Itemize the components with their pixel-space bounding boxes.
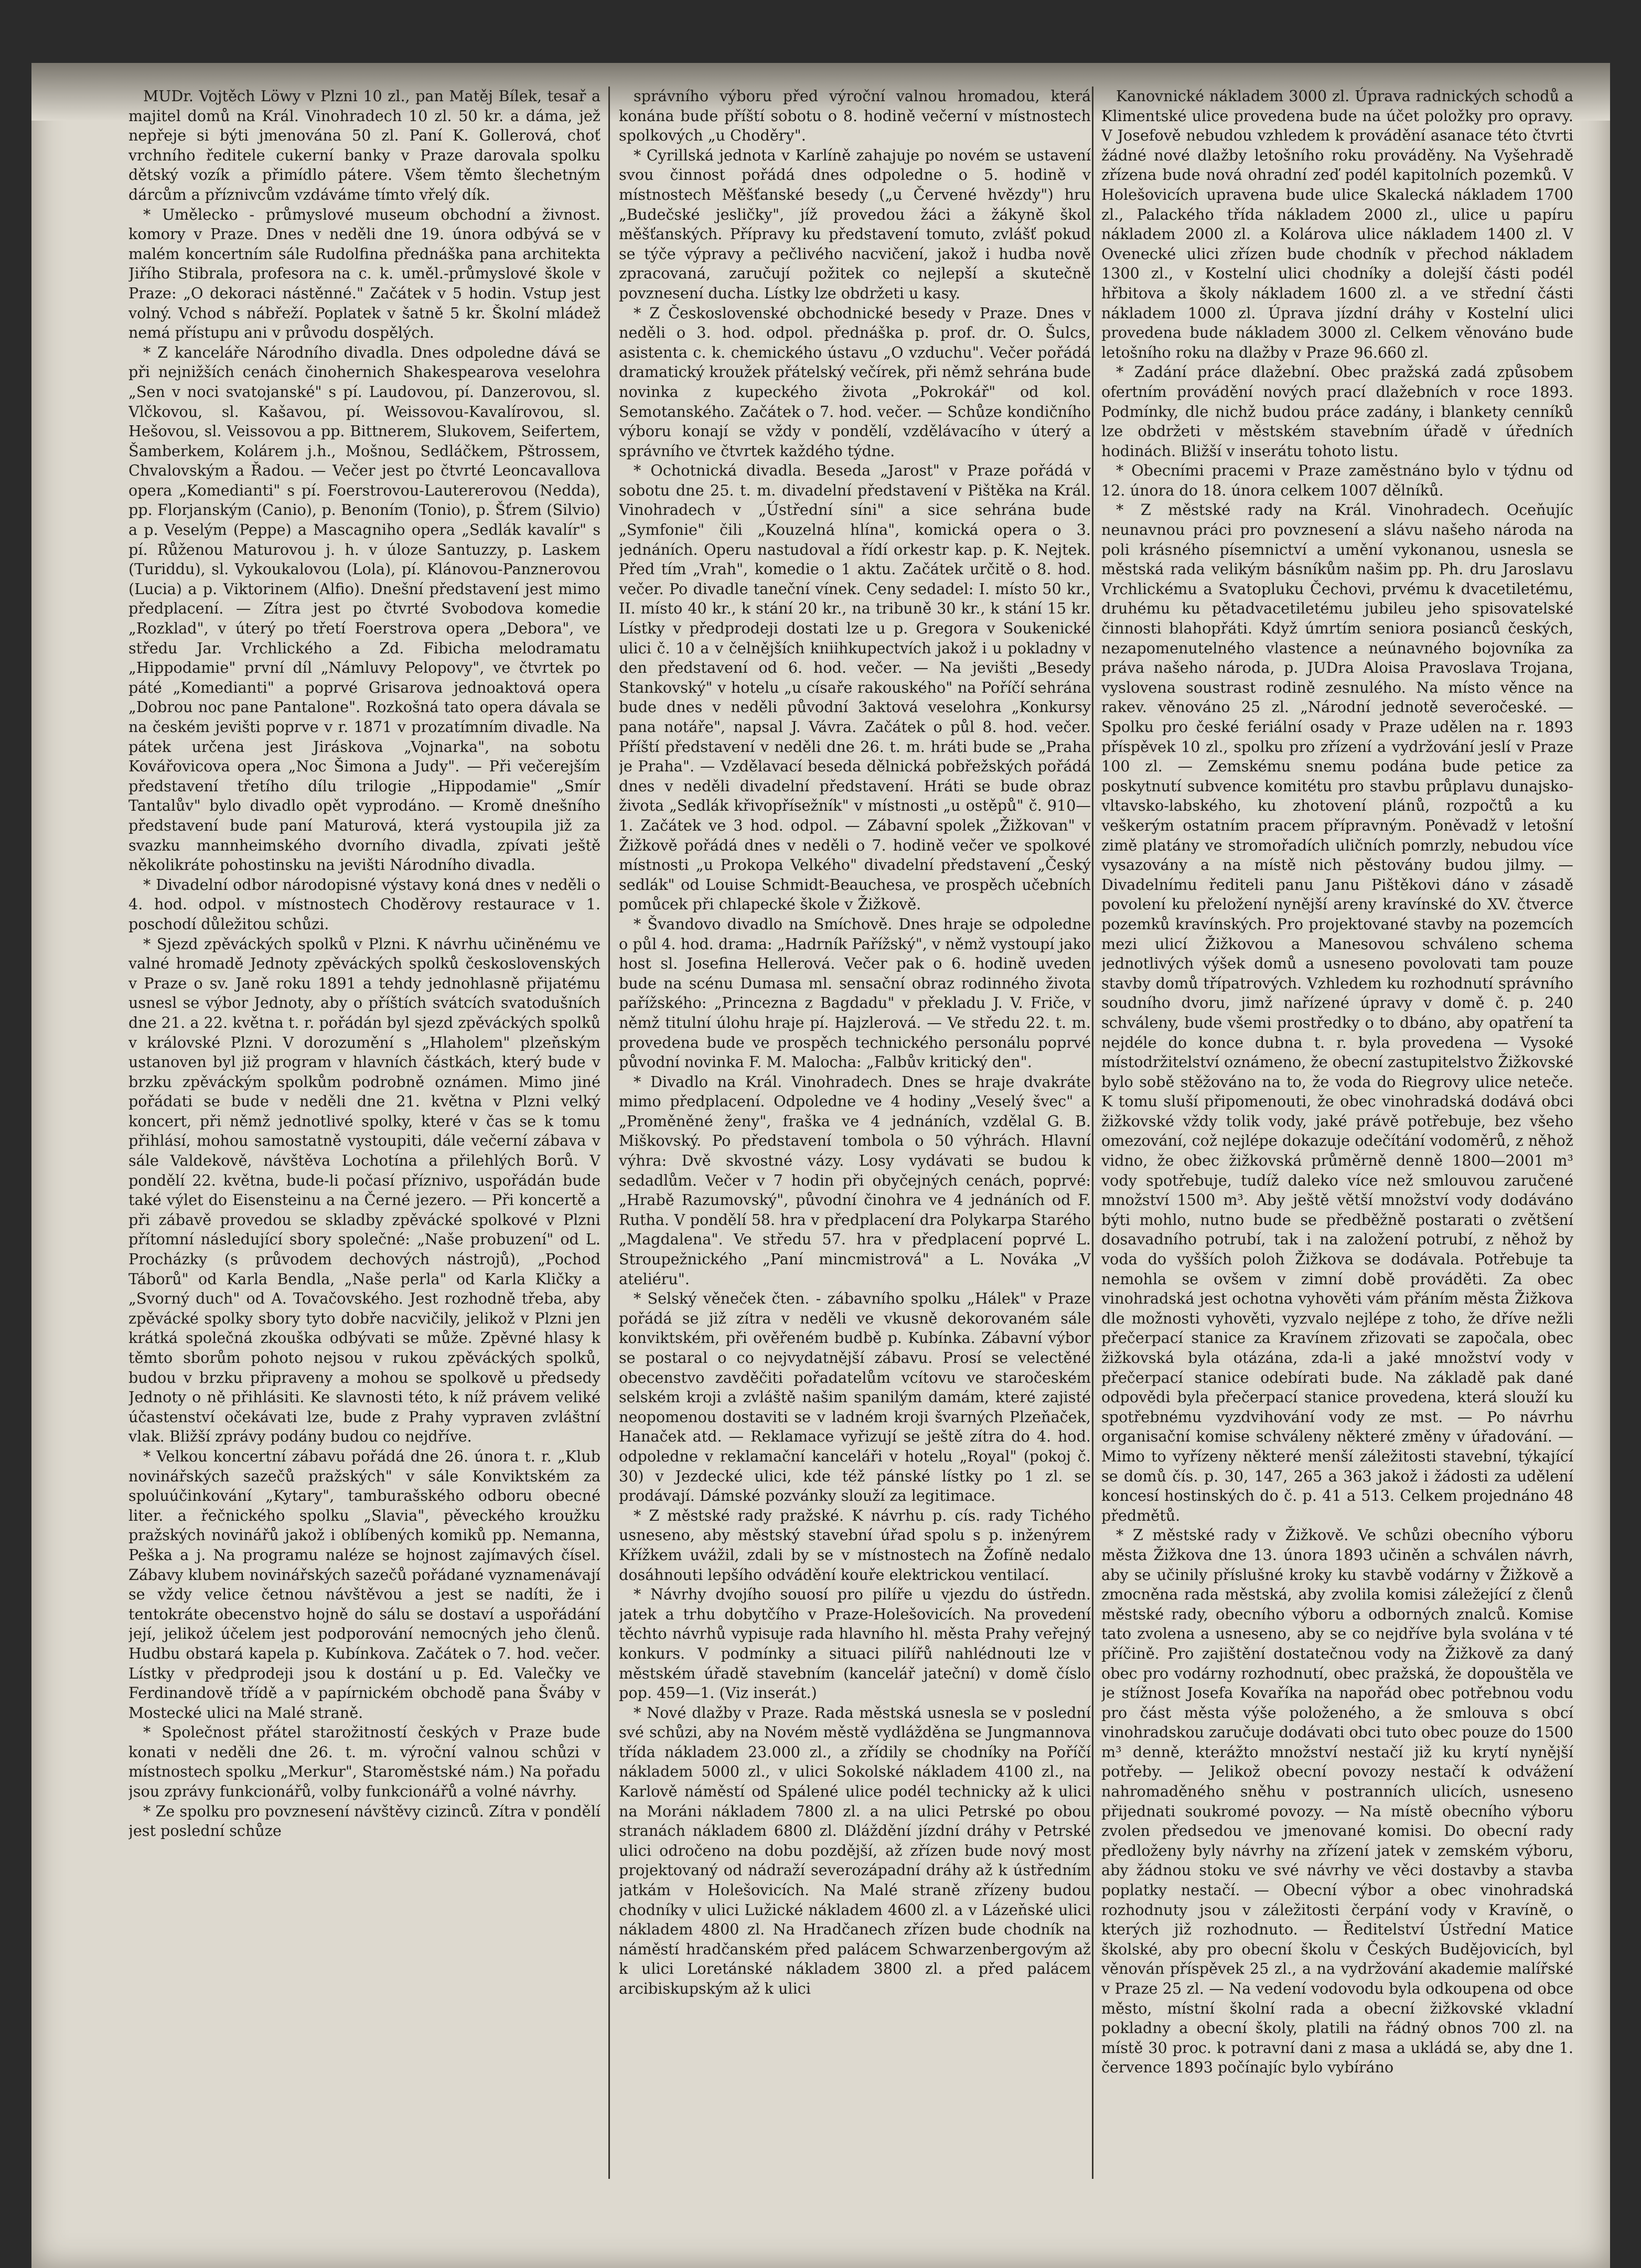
column-rule (1092, 87, 1093, 2179)
paragraph: * Návrhy dvojího souosí pro pilíře u vjezdu do ústředn. jatek a trhu dobytčího v Praze-Holešovicích. Na provedení těchto návrhů vypisuje rada hlavního hl. města Prahy veřejný konkurs. V podmínky a situaci pilířů nahlédnouti lze v městském úřadě stavebním (kancelář jateční) v domě číslo pop. 459—1. (Viz inserát.) (619, 1585, 1091, 1702)
paragraph: MUDr. Vojtěch Löwy v Plzni 10 zl., pan Matěj Bílek, tesař a majitel domů na Král. Vinohradech 10 zl. 50 kr. a dáma, jež nepřeje si býti jmenována 50 zl. Paní K. Gollerová, choť vrchního ředitele cukerní banky v Praze darovala spolku dětský vozík a přimídlo pátere. Všem těmto šlechetným dárcům a příznivcům vzdáváme tímto vřelý dík. (128, 87, 600, 203)
paragraph: * Divadlo na Král. Vinohradech. Dnes se hraje dvakráte mimo předplacení. Odpoledne ve 4 hodiny „Veselý švec" a „Proměněné ženy", fraška ve 4 jednáních, vzdělal G. B. Miškovský. Po představení tombola o 50 výhrách. Hlavní výhra: Dvě skvostné vázy. Losy vydávati se budou k sedadlům. Večer v 7 hodin při obyčejných cenách, poprvé: „Hrabě Razumovský", původní činohra ve 4 jednáních od F. Rutha. V pondělí 58. hra v předplacení dra Polykarpa Starého „Magdalena". Ve středu 57. hra v předplacení poprvé L. Stroupežnického „Paní mincmistrová" a L. Nováka „V ateliéru". (619, 1072, 1091, 1288)
paragraph: * Ze spolku pro povznesení návštěvy cizinců. Zítra v pondělí jest poslední schůze (128, 1802, 600, 1840)
paragraph: * Cyrillská jednota v Karlíně zahajuje po novém se ustavení svou činnost pořádá dnes odpoledne o 5. hodině v místnostech Měšťanské besedy („u Červené hvězdy") hru „Budečské jesličky", jíž provedou žáci a žákyně škol měšťanských. Přípravy ku představení tomuto, zvlášť pokud se týče výpravy a pečlivého nacvičení, jakož i hudba nově zpracovaná, zaručují požitek co nejlepší a skutečně povznesení ducha. Lístky lze obdržeti u kasy. (619, 146, 1091, 302)
paragraph: * Z městské rady pražské. K návrhu p. cís. rady Tichého usneseno, aby městský stavební úřad spolu s p. inženýrem Křížkem uvážil, zdali by se v místnostech na Žofíně nedalo dosáhnouti lepšího odvádění kouře elektrickou ventilací. (619, 1506, 1091, 1584)
paragraph: Kanovnické nákladem 3000 zl. Úprava radnických schodů a Klimentské ulice provedena bude na účet položky pro opravy. V Josefově nebudou vzhledem k provádění asanace této čtvrti žádné nové dlažby letošního roku prováděny. Na Vyšehradě zřízena bude nová ohradní zeď podél kapitolních pozemků. V Holešovicích upravena bude ulice Skalecká nákladem 1700 zl., Palackého třída nákladem 2000 zl., ulice u papíru nákladem 2000 zl. a Kolárova ulice nákladem 1400 zl. V Ovenecké ulici zřízen bude chodník v přechod nákladem 1300 zl., v Kostelní ulici chodníky a dolejší části podél hřbitova a školy nákladem 1600 zl. a ve střední části nákladem 1000 zl. Úprava jízdní dráhy v Kostelní ulici provedena bude nákladem 3000 zl. Celkem věnováno bude letošního roku na dlažby v Praze 96.660 zl. (1101, 87, 1573, 361)
paragraph: * Švandovo divadlo na Smíchově. Dnes hraje se odpoledne o půl 4. hod. drama: „Hadrník Pařížský", v němž vystoupí jako host sl. Josefina Hellerová. Večer pak o 6. hodině uveden bude na scénu Dumasa ml. sensační obraz rodinného života pařížského: „Princezna z Bagdadu" v překladu J. V. Friče, v němž titulní úlohu hraje pí. Hajzlerová. — Ve středu 22. t. m. provedena bude ve prospěch technického personálu poprvé původní novinka F. M. Malocha: „Falbův kritický den". (619, 915, 1091, 1071)
paragraph: * Sjezd zpěváckých spolků v Plzni. K návrhu učiněnému ve valné hromadě Jednoty zpěváckých spolků československých v Praze o sv. Janě roku 1891 a tehdy jednohlasně přijatému usnesl se výbor Jednoty, aby o příštích svátcích svatodušních dne 21. a 22. května t. r. pořádán byl sjezd zpěváckých spolků v královské Plzni. V dorozumění s „Hlaholem" plzeňským ustanoven byl již program v hlavních částkách, který bude v brzku zpěváckým spolkům podrobně oznámen. Mimo jiné pořádati se bude v neděli dne 21. května v Plzni velký koncert, při němž jednotlivé spolky, které v čas se k tomu přihlásí, mohou samostatně vystoupiti, dále večerní zábava v sále Valdekově, návštěva Lochotína a přilehlých Borů. V pondělí 22. května, bude-li počasí příznivo, uspořádán bude také výlet do Eisensteinu a na Černé jezero. — Při koncertě a při zábavě provedou se skladby zpěvácké spolkové v Plzni přítomní následující sbory společné: „Naše probuzení" od L. Procházky (s průvodem dechových nástrojů), „Pochod Táborů" od Karla Bendla, „Naše perla" od Karla Kličky a „Svorný duch" od A. Tovačovského. Jest rozhodně třeba, aby zpěvácké spolky sbory tyto dobře nacvičily, jelikož v Plzni jen krátká společná zkouška odbývati se může. Zpěvné hlasy k těmto sborům pohoto nejsou v rukou zpěváckých spolků, budou v brzku připraveny a mohou se spolkově u předsedy Jednoty o ně přihlásiti. Ke slavnosti této, k níž právem veliké účastenství očekávati lze, bude z Prahy vypraven zvláštní vlak. Bližší zprávy podány budou co nejdříve. (128, 934, 600, 1446)
paragraph: * Z Československé obchodnické besedy v Praze. Dnes v neděli o 3. hod. odpol. přednáška p. prof. dr. O. Šulcs, asistenta c. k. chemického ústavu „O vzduchu". Večer pořádá dramatický kroužek přátelský večírek, při němž sehrána bude novinka z kupeckého života „Pokrokář" od kol. Semotanského. Začátek o 7. hod. večer. — Schůze kondičního výboru konají se vždy v pondělí, vzdělávacího v úterý a správního ve čtvrtek každého týdne. (619, 304, 1091, 460)
column-3 (1101, 87, 1573, 2179)
column-rule (608, 87, 610, 2179)
paragraph: * Společnost přátel starožitností českých v Praze bude konati v neděli dne 26. t. m. výroční valnou schůzi v místnostech spolku „Merkur", Staroměstské nám.) Na pořadu jsou zprávy funkcionářů, volby funkcionářů a volné návrhy. (128, 1723, 600, 1801)
paragraph: * Divadelní odbor národopisné výstavy koná dnes v neděli o 4. hod. odpol. v místnostech Choděrovy restaurace v 1. poschodí důležitou schůzi. (128, 875, 600, 933)
paragraph: * Zadání práce dlažební. Obec pražská zadá způsobem ofertním provádění nových prací dlažebních v roce 1893. Podmínky, dle nichž budou práce zadány, i blankety cenníků lze obdržeti v městském stavebním úřadě v úředních hodinách. Bližší v inserátu tohoto listu. (1101, 363, 1573, 460)
paragraph: * Obecními pracemi v Praze zaměstnáno bylo v týdnu od 12. února do 18. února celkem 1007 dělníků. (1101, 461, 1573, 499)
paragraph: * Z městské rady na Král. Vinohradech. Oceňujíc neunavnou práci pro povznesení a slávu našeho národa na poli krásného písemnictví a umění vykonanou, usnesla se městská rada velikým básníkům našim pp. Ph. dru Jaroslavu Vrchlickému a Svatopluku Čechovi, prvému k dvacetiletému, druhému ku pětadvacetiletému jubileu jeho spisovatelské činnosti blahopřáti. Když úmrtím seniora posianců českých, nezapomenutelného vlastence a neúnavného bojovníka za práva našeho národa, p. JUDra Aloisa Pravoslava Trojana, vyslovena soustrast rodině zesnulého. Na místo věnce na rakev. věnováno 25 zl. „Národní jednotě severočeské. — Spolku pro české feriální osady v Praze udělen na r. 1893 příspěvek 10 zl., spolku pro zřízení a vydržování jeslí v Praze 100 zl. — Zemskému snemu podána bude petice za poskytnutí subvence komitétu pro stavbu průplavu dunajsko-vltavsko-labského, ku zhotovení plánů, rozpočtů a ku veškerým ostatním pracem přípravným. Poněvadž v letošní zimě platány ve stromořadích uličních pomrzly, nebudou více vysazovány a na místě nich pěstovány budou jilmy. — Divadelnímu řediteli panu Janu Pištěkovi dáno v zásadě povolení ku přeložení nynější areny kravínské do XV. čtverce pozemků kravínských. Pro projektované stavby na pozemcích mezi ulicí Žižkovou a Manesovou schváleno schema jednotlivých výšek domů a usneseno povolovati tam pouze stavby domů třípatrových. Vzhledem ku rozhodnutí správního soudního dvoru, jimž nařízené úpravy v domě č. p. 240 schváleny, bude všemi prostředky o to dbáno, aby opatření ta nejdéle do konce dubna t. r. byla provedena — Vysoké místodržitelství oznámeno, že obecní zastupitelstvo Žižkovské bylo sobě stěžováno na to, že voda do Riegrovy ulice neteče. K tomu sluší připomenouti, že obec vinohradská dodává obci žižkovské vždy tolik vody, jaké právě potřebuje, bez všeho omezování, což nejlépe dokazuje odečítání vodoměrů, z něhož vidno, že obec žižkovská průměrně denně 1800—2001 m³ vody spotřebuje, tudíž daleko více než smlouvou zaručené množství 1500 m³. Aby ještě větší množství vody dodáváno býti mohlo, nutno bude se předběžně postarati o zvětšení dosavadního potrubí, tak i na založení potrubí, z něhož by voda do vyšších poloh Žižkova se dodávala. Potřebuje ta nemohla se ovšem v zimní době prováděti. Za obec vinohradská jest ochotna vyhověti vám přáním města Žižkova dle možnosti vyhověti, vyzvalo nejlépe z toho, že dříve nežli přečerpací stanice za Kravínem zřizovati se započala, obec žižkovská byla otázána, zda-li a jaké množství vody v přečerpací stanice odebírati bude. Na základě pak dané odpovědi byla přečerpací stanice provedena, která slouží ku spotřebnému vyzdvihování vody ze mst. — Po návrhu organisační komise schváleny některé změny v úřadování. — Mimo to vyřízeny některé menší záležitosti stavební, týkající se domů čís. p. 30, 147, 265 a 363 jakož i žádosti za udělení koncesí hostinských do č. p. 41 a 513. Celkem projednáno 48 předmětů. (1101, 501, 1573, 1524)
paragraph: * Z městské rady v Žižkově. Ve schůzi obecního výboru města Žižkova dne 13. února 1893 učiněn a schválen návrh, aby se učinily příslušné kroky ku stavbě vodárny v Žižkově a zmocněna rada městská, aby zvolila komisi záležející z členů městské rady, obecního výboru a odborných znalců. Komise tato zvolena a usneseno, aby se co nejdříve byla svolána v té příčině. Pro zajištění dostatečnou vody na Žižkově za daný obec pro vodárny rozhodnutí, obec pražská, že dopouštěla ve je stížnost Josefa Kovaříka na napořád obec potřebnou vodu pro část města výše položeného, a že smlouva s obcí vinohradskou zaručuje dodávati obci tuto obec pouze do 1500 m³ denně, kterážto množství nestačí již ku krytí nynější potřeby. — Jelikož obecní povozy nestačí k odvážení nahromaděného sněhu v postranních ulicích, usneseno přijednati soukromé povozy. — Na místě obecního výboru zvolen předsedou ve jmenované komisi. Do obecní rady předloženy byly návrhy na zřízení jatek v zemském výboru, aby žádnou stoku ve své návrhy ve věci dostavby a stavba poplatky nestačí. — Obecní výbor a obec vinohradská rozhodnuty jsou v záležitosti čerpání vody v Kravíně, o kterých již rozhodnuto. — Ředitelství Ústřední Matice školské, aby pro obecní školu v Českých Budějovicích, byl věnován příspěvek 25 zl., a na vydržování akademie malířské v Praze 25 zl. — Na vedení vodovodu byla odkoupena od obce město, místní školní rada a obecní žižkovské vkladní pokladny a obecní školy, platili na řádný obnos 700 zl. na místě 30 proc. k potravní dani z masa a ukládá se, aby dne 1. července 1893 počínajíc bylo vybíráno (1101, 1526, 1573, 2077)
column-2 (619, 87, 1091, 2179)
column-1 (128, 87, 600, 2179)
paragraph: * Nové dlažby v Praze. Rada městská usnesla se v poslední své schůzi, aby na Novém městě vydlážděna se Jungmannova třída nákladem 23.000 zl., a zřídily se chodníky na Poříčí nákladem 5000 zl., v ulici Sokolské nákladem 4100 zl., na Karlově náměstí od Spálené ulice podél technicky až k ulici na Moráni nákladem 7800 zl. a na ulici Petrské po obou stranách nákladem 6800 zl. Dláždění jízdní dráhy v Petrské ulici odročeno na dobu pozdější, až zřízen bude nový most projektovaný od nádraží severozápadní dráhy až k ústředním jatkám v Holešovicích. Na Malé straně zřízeny budou chodníky v ulici Lužické nákladem 4600 zl. a v Lázeňské ulici nákladem 4800 zl. Na Hradčanech zřízen bude chodník na náměstí hradčanském před palácem Schwarzenbergovým až k ulici Loretánské nákladem 3800 zl. a před palácem arcibiskupským až k ulici (619, 1703, 1091, 1997)
paragraph: správního výboru před výroční valnou hromadou, která konána bude příští sobotu o 8. hodině večerní v místnostech spolkových „u Choděry". (619, 87, 1091, 145)
paragraph: * Umělecko - průmyslové museum obchodní a živnost. komory v Praze. Dnes v neděli dne 19. února odbývá se v malém koncertním sále Rudolfina přednáška pana architekta Jiřího Stibrala, profesora na c. k. uměl.-průmyslové škole v Praze: „O dekoraci nástěnné." Začátek v 5 hodin. Vstup jest volný. Vchod s nábřeží. Poplatek v šatně 5 kr. Školní mládež nemá přístupu ani v průvodu dospělých. (128, 205, 600, 342)
paragraph: * Z kanceláře Národního divadla. Dnes odpoledne dává se při nejnižších cenách činohernich Shakespearova veselohra „Sen v noci svatojanské" s pí. Laudovou, pí. Danzerovou, sl. Vlčkovou, sl. Kašavou, pí. Weissovou-Kavalírovou, sl. Hešovou, sl. Veissovou a pp. Bittnerem, Slukovem, Seifertem, Šamberkem, Kolárem j.h., Mošnou, Sedláčkem, Pštrossem, Chvalovským a Řadou. — Večer jest po čtvrté Leoncavallova opera „Komedianti" s pí. Foerstrovou-Lautererovou (Nedda), pp. Florjanským (Canio), p. Benoním (Tonio), p. Šťrem (Silvio) a p. Veselým (Peppe) a Mascagniho opera „Sedlák kavalír" s pí. Růženou Maturovou j. h. v úloze Santuzzy, p. Laskem (Turiddu), sl. Vykoukalovou (Lola), pí. Klánovou-Panznerovou (Lucia) a p. Viktorinem (Alfio). Dnešní představení jest mimo předplacení. — Zítra jest po čtvrté Svobodova komedie „Rozklad", v úterý po třetí Foerstrova opera „Debora", ve středu Jar. Vrchlického a Zd. Fibicha melodramatu „Hippodamie" první díl „Námluvy Pelopovy", ve čtvrtek po páté „Komedianti" a poprvé Grisarova jednoaktová opera „Dobrou noc pane Pantalone". Rozkošná tato opera dávala se na českém jevišti poprve v r. 1871 v prozatímním divadle. Na pátek určena jest Jiráskova „Vojnarka", na sobotu Kovářovicova opera „Noc Šimona a Judy". — Při večerejším představení třetího dílu trilogie „Hippodamie" „Smír Tantalův" bylo divadlo opět vyprodáno. — Kromě dnešního představení bude paní Maturová, která vystoupila již za svazku mannheimského dvorního divadla, zpívati ještě několikráte pohostinsku na jevišti Národního divadla. (128, 343, 600, 874)
paragraph: * Velkou koncertní zábavu pořádá dne 26. února t. r. „Klub novinářských sazečů pražských" v sále Konviktském za spoluúčinkování „Kytary", tamburašského odboru obecné liter. a řečnického spolku „Slavia", pěveckého kroužku pražských novinářů jakož i oblíbených komiků pp. Nemanna, Peška a j. Na programu naléze se hojnost zajímavých čísel. Zábavy klubem novinářských sazečů pořádané vyznamenávají se vždy velice četnou návštěvou a jest se nadíti, že i tentokráte obecenstvo hojně do sálu se dostaví a uspořádání její, jelikož účelem jest podporování nemocných jeho členů. Hudbu obstará kapela p. Kubínkova. Začátek o 7. hod. večer. Lístky v předprodeji jsou k dostání u p. Ed. Valečky ve Ferdinandově třídě a v papírnickém obchodě pana Šváby v Mostecké ulici na Malé straně. (128, 1447, 600, 1722)
paragraph: * Ochotnická divadla. Beseda „Jarost" v Praze pořádá v sobotu dne 25. t. m. divadelní představení v Pištěka na Král. Vinohradech v „Ústřední síni" a sice sehrána bude „Symfonie" čili „Kouzelná hlína", komická opera o 3. jednáních. Operu nastudoval a řídí orkestr kap. p. K. Nejtek. Před tím „Vrah", komedie o 1 aktu. Začátek určitě o 8. hod. večer. Po divadle taneční vínek. Ceny sedadel: I. místo 50 kr., II. místo 40 kr., k stání 20 kr., na tribuně 30 kr., k stání 15 kr. Lístky v předprodeji dostati lze u p. Gregora v Soukenické ulici č. 10 a v čelnějších kniihkupectvích jakož i u pokladny v den představení od 6. hod. večer. — Na jevišti „Besedy Stankovský" v hotelu „u císaře rakouského" na Poříčí sehrána bude dnes v neděli původní 3aktová veselohra „Konkursy pana notáře", napsal J. Vávra. Začátek o půl 8. hod. večer. Příští představení v neděli dne 26. t. m. hráti bude se „Praha je Praha". — Vzdělavací beseda dělnická pobřežských pořádá dnes v neděli divadelní představení. Hráti se bude obraz života „Sedlák křivopřísežník" v místnosti „u ostěpů" č. 910—1. Začátek ve 3 hod. odpol. — Zábavní spolek „Žižkovan" v Žižkově pořádá dnes v neděli o 7. hodině večer ve spolkové místnosti „u Prokopa Velkého" divadelní představení „Český sedlák" od Louise Schmidt-Beauchesa, ve prospěch učebních pomůcek při chlapecké škole v Žižkově. (619, 461, 1091, 913)
paragraph: * Selský věneček čten. - zábavního spolku „Hálek" v Praze pořádá se již zítra v neděli ve vkusně dekorovaném sále konviktském, při ověřeném budbě p. Kubínka. Zábavní výbor se postaral o co nejvydatnější zábavu. Prosí se velectěné obecenstvo zavděčiti pořadatelům vcítovu ve staročeském selském kroji a zvláště našim spanilým damám, které zajisté neopomenou dostaviti se v ladném kroji švarných Plzeňaček, Hanaček atd. — Reklamace vyřizují se ještě zítra do 4. hod. odpoledne v reklamační kanceláři v hotelu „Royal" (pokoj č. 30) v Jezdecké ulici, kde též pánské lístky po 1 zl. se prodávají. Dámské pozvánky slouží za legitimace. (619, 1289, 1091, 1505)
